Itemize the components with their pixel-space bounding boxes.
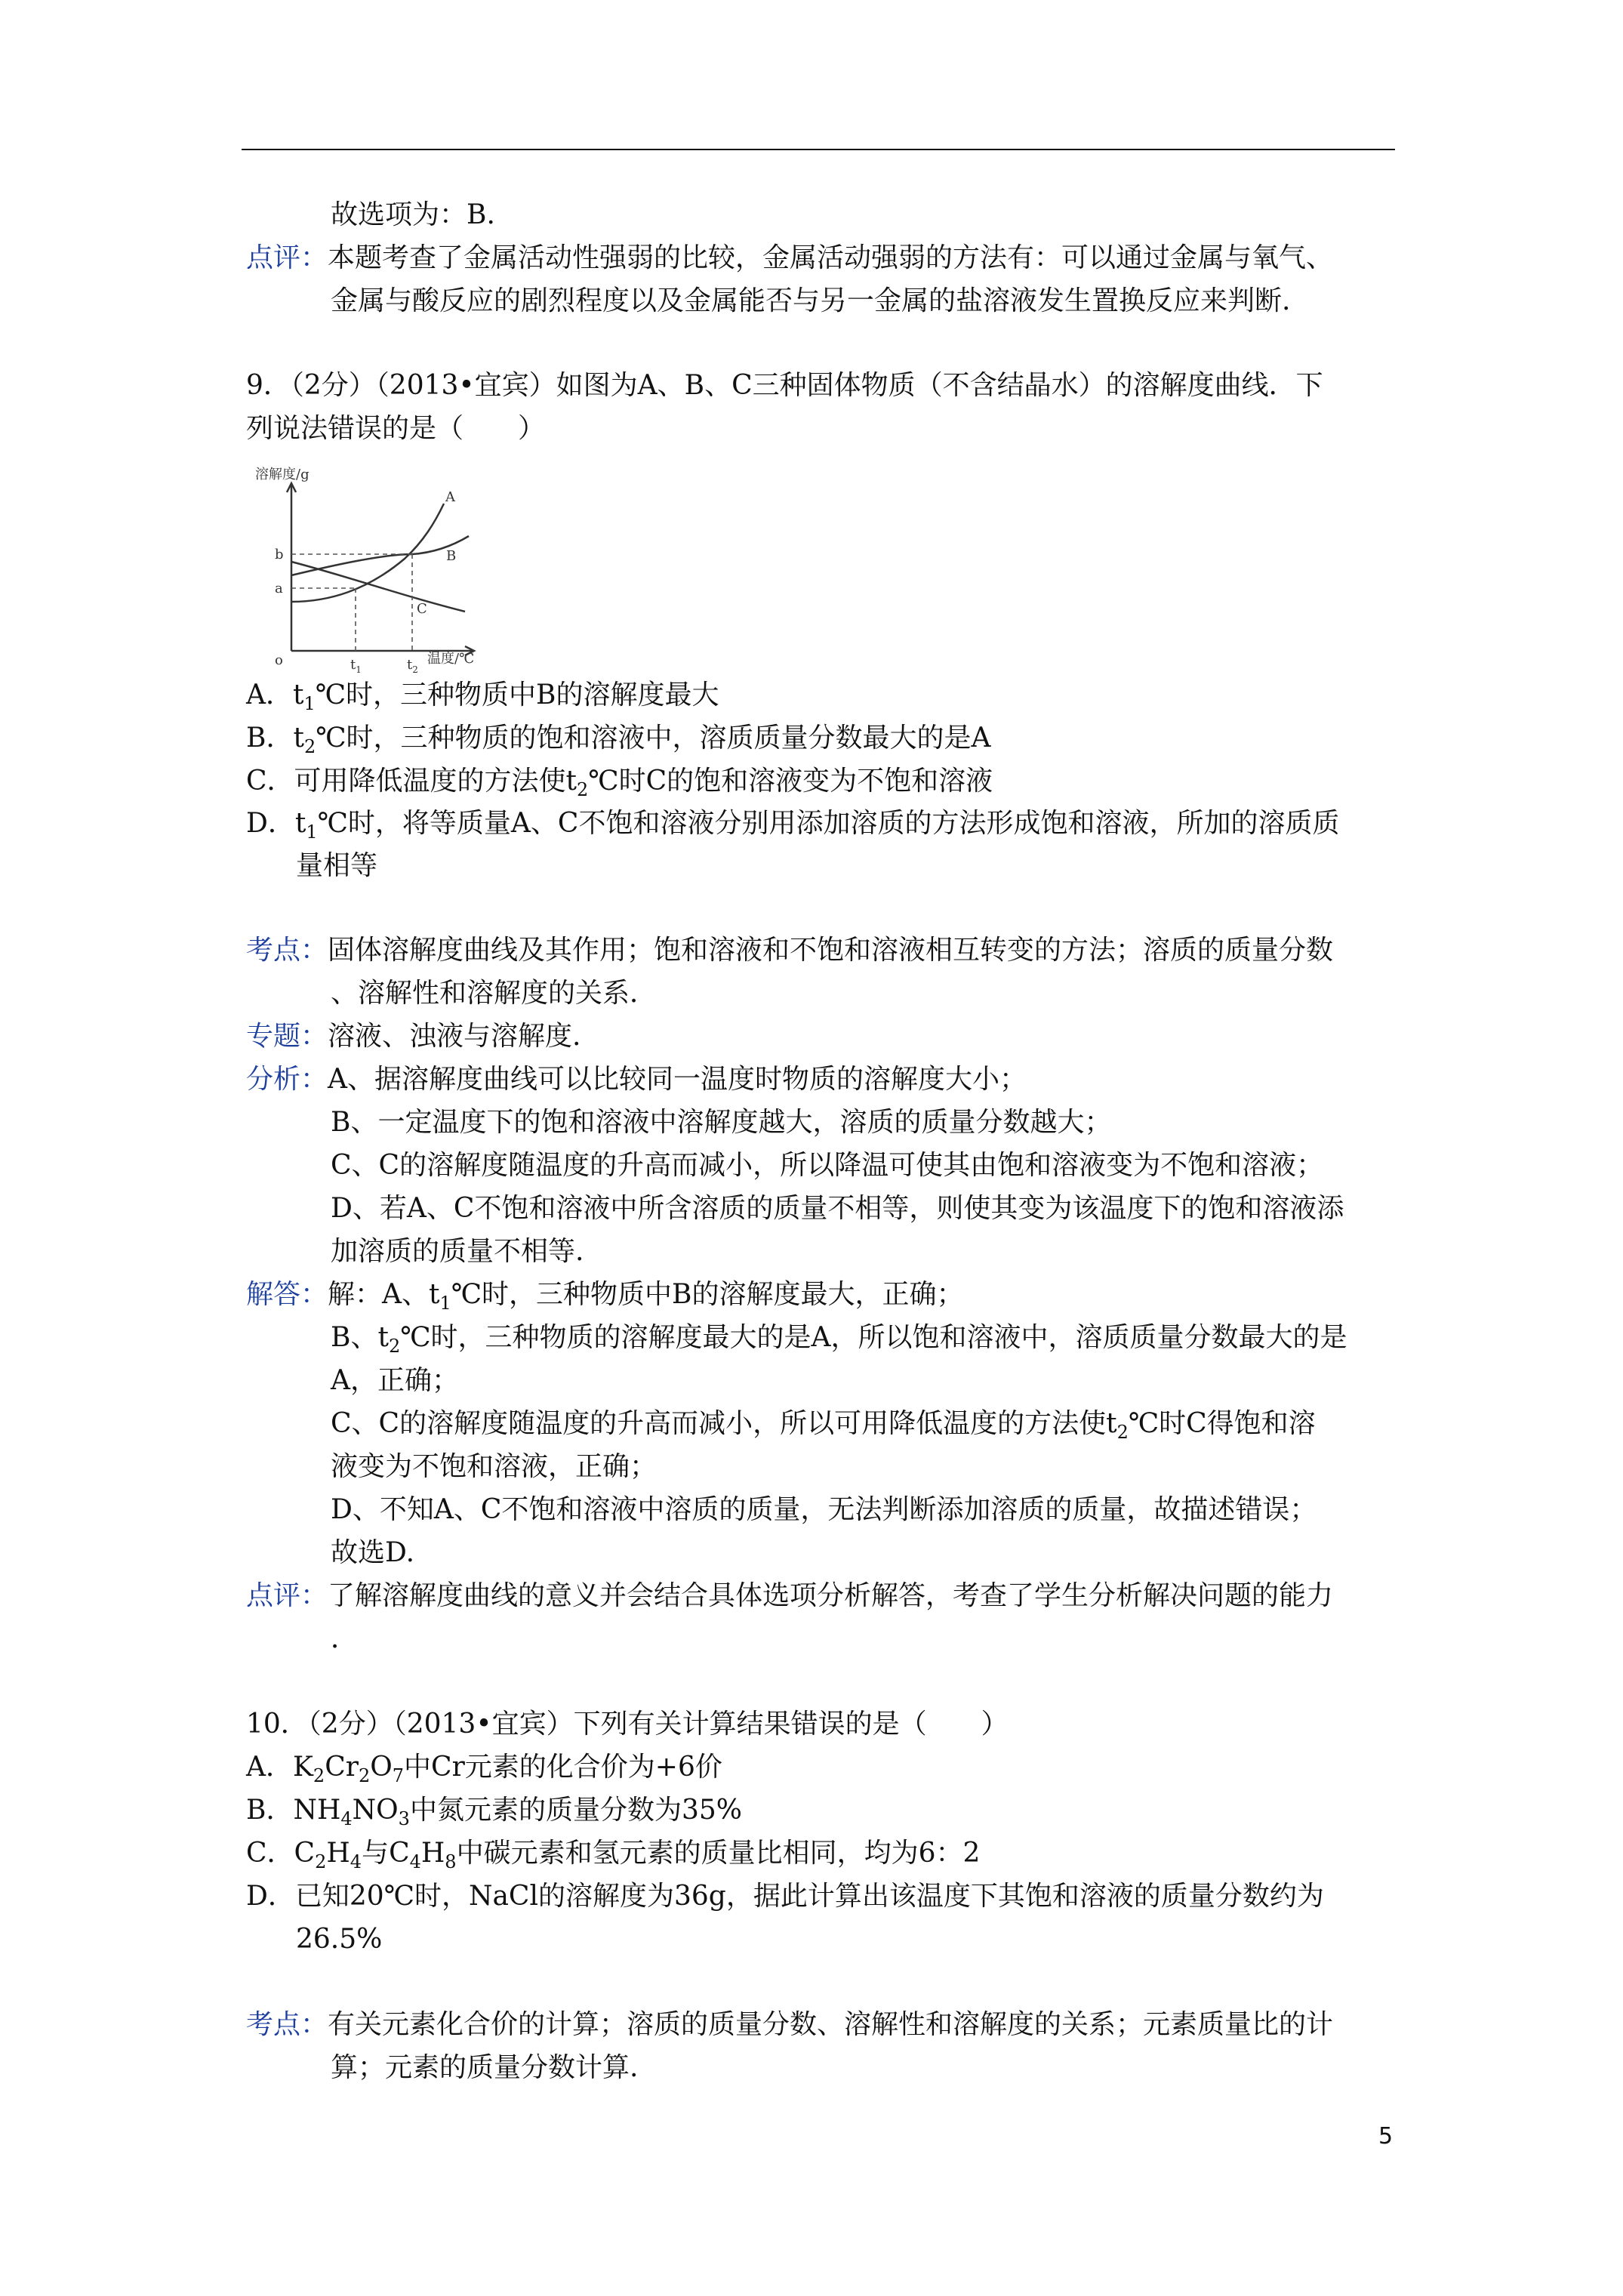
text-line: ． <box>331 1623 359 1654</box>
figure-tick-a: a <box>275 581 283 596</box>
page-number: 5 <box>1378 2123 1394 2150</box>
text-line: 故选D. <box>331 1537 415 1568</box>
text-line: 液变为不饱和溶液，正确； <box>331 1451 658 1482</box>
text-line: 、溶解性和溶解度的关系． <box>331 978 658 1009</box>
header-rule <box>242 149 1395 150</box>
question-9-option-d: D．$t_1℃$时，将等质量A、C不饱和溶液分别用添加溶质的方法形成饱和溶液，所加的溶质质 <box>246 808 1340 843</box>
question-9-option-d-cont: 量相等 <box>296 850 378 881</box>
analysis-line: 分析：A、据溶解度曲线可以比较同一温度时物质的溶解度大小； <box>246 1064 1027 1095</box>
figure-curve-label-c: C <box>417 601 427 617</box>
figure-origin: o <box>275 652 283 668</box>
figure-y-axis-label: 溶解度/g <box>255 467 310 482</box>
knowledge-point-line: 考点：有关元素化合价的计算；溶质的质量分数、溶解性和溶解度的关系；元素质量比的计 <box>246 2009 1334 2040</box>
comment-label: 点评： <box>246 242 328 273</box>
text-line: 加溶质的质量不相等. <box>331 1236 584 1267</box>
answer-line: 解答：解：A、$t_1℃$时，三种物质中B的溶解度最大，正确； <box>246 1279 964 1314</box>
text-line: 故选项为：B. <box>331 199 495 230</box>
comment-text: 本题考查了金属活动性强弱的比较，金属活动强弱的方法有：可以通过金属与氧气、 <box>328 242 1334 273</box>
text-line: C、C的溶解度随温度的升高而减小，所以降温可使其由饱和溶液变为不饱和溶液； <box>331 1150 1324 1181</box>
comment-line <box>246 242 1333 275</box>
text-line: A，正确； <box>331 1365 459 1396</box>
question-9-stem-cont: 列说法错误的是（ ） <box>246 413 546 444</box>
question-10-option-a: A．$K_2Cr_2O_7$中Cr元素的化合价为+6价 <box>246 1752 722 1786</box>
figure-tick-t1: $t_1$ <box>350 657 362 675</box>
text-line: 金属与酸反应的剧烈程度以及金属能否与另一金属的盐溶液发生置换反应来判断. <box>331 285 1291 316</box>
question-10-option-c: C．$C_2H_4$与$C_4H_8$中碳元素和氢元素的质量比相同，均为6：2 <box>246 1838 981 1872</box>
figure-tick-t2: $t_2$ <box>407 657 418 675</box>
question-9-stem: 9．（2分）（2013•宜宾）如图为A、B、C三种固体物质（不含结晶水）的溶解度曲线．下 <box>246 370 1323 401</box>
question-10-stem: 10．（2分）（2013•宜宾）下列有关计算结果错误的是（ ） <box>246 1709 1009 1740</box>
comment-line: 点评：了解溶解度曲线的意义并会结合具体选项分析解答，考查了学生分析解决问题的能力 <box>246 1580 1334 1611</box>
question-10-option-b: B．$NH_4NO_3$中氮元素的质量分数为35% <box>246 1795 742 1829</box>
text-line: B、一定温度下的饱和溶液中溶解度越大，溶质的质量分数越大； <box>331 1107 1112 1138</box>
question-10-option-d: D．已知20℃时，NaCl的溶解度为36g，据此计算出该温度下其饱和溶液的质量分数约为 <box>246 1881 1324 1912</box>
figure-tick-b: b <box>275 547 284 562</box>
question-9-option-c: C．可用降低温度的方法使$t_2℃$时C的饱和溶液变为不饱和溶液 <box>246 766 993 800</box>
text-line: 算；元素的质量分数计算. <box>331 2052 639 2083</box>
text-line: D、不知A、C不饱和溶液中溶质的质量，无法判断添加溶质的质量，故描述错误； <box>331 1494 1317 1525</box>
question-9-option-a: A．$t_1℃$时，三种物质中B的溶解度最大 <box>246 680 719 714</box>
figure-curve-label-a: A <box>445 489 455 505</box>
text-line: B、$t_2℃$时，三种物质的溶解度最大的是A，所以饱和溶液中，溶质质量分数最大的是 <box>331 1322 1347 1357</box>
solubility-curve-figure <box>254 462 503 675</box>
topic-line: 专题：溶液、浊液与溶解度. <box>246 1021 581 1052</box>
figure-curve-label-b: B <box>446 548 457 564</box>
text-line: C、C的溶解度随温度的升高而减小，所以可用降低温度的方法使$t_2℃$时C得饱和溶 <box>331 1408 1316 1443</box>
question-10-option-d-cont: 26.5% <box>296 1924 383 1955</box>
knowledge-point-line: 考点：固体溶解度曲线及其作用；饱和溶液和不饱和溶液相互转变的方法；溶质的质量分数 <box>246 935 1334 966</box>
question-9-option-b: B．$t_2℃$时，三种物质的饱和溶液中，溶质质量分数最大的是A <box>246 723 991 757</box>
figure-x-axis-label: 温度/℃ <box>427 651 475 667</box>
text-line: D、若A、C不饱和溶液中所含溶质的质量不相等，则使其变为该温度下的饱和溶液添 <box>331 1193 1344 1224</box>
